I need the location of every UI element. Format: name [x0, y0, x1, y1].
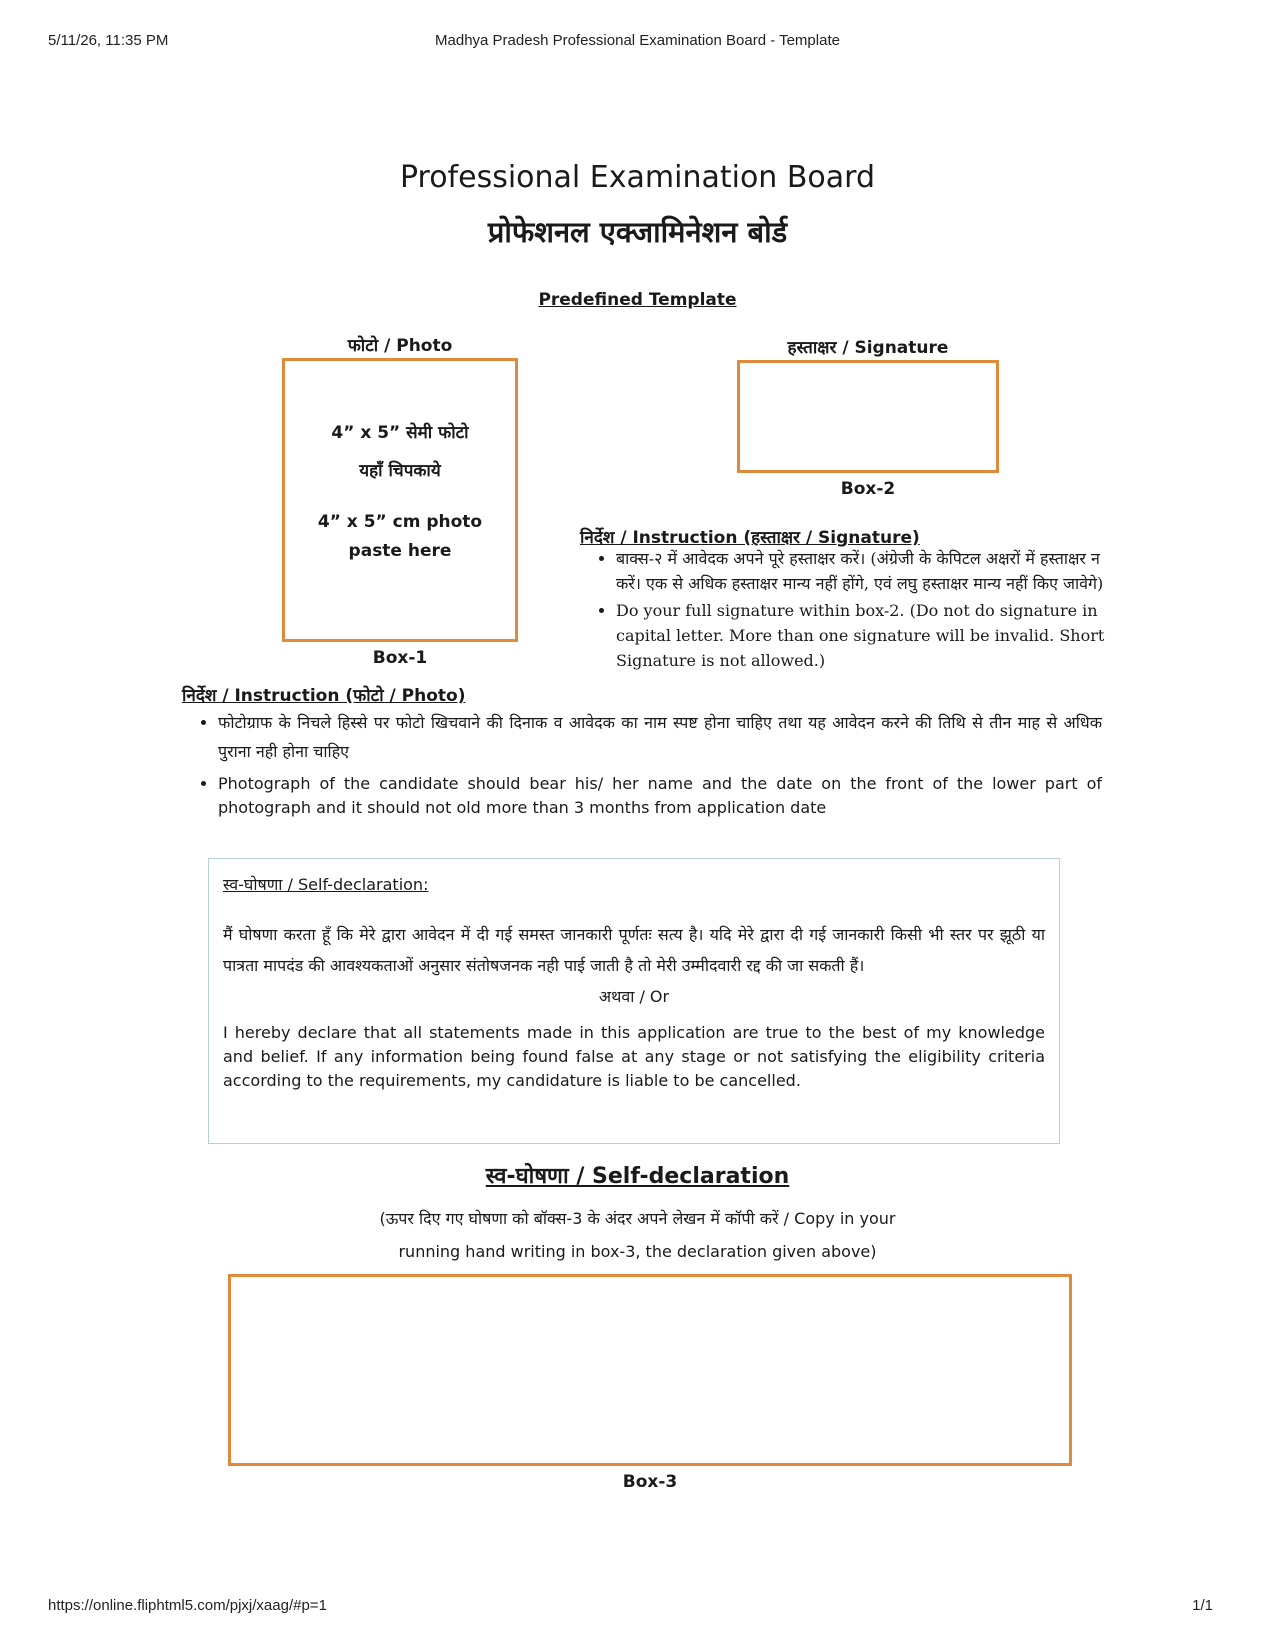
photo-text-english-1: 4” x 5” cm photo: [317, 512, 483, 532]
title-hindi: प्रोफेशनल एक्जामिनेशन बोर्ड: [487, 215, 788, 249]
photo-label: फोटो / Photo: [347, 336, 453, 356]
signature-instruction-english: • Do your full signature within box-2. (Do not do signature in capital letter. More than one signature will be invalid. Short Signature is not allowed.): [616, 598, 1128, 673]
declaration-writing-box[interactable]: [228, 1274, 1072, 1466]
declaration-hindi: मैं घोषणा करता हूँ कि मेरे द्वारा आवेदन में दी गई समस्त जानकारी पूर्णतः सत्य है। यदि मेरे द्वारा दी गई जानकारी किसी भी स्तर पर झूठी या पात्रता मापदंड की आवश्यकताओं अनुसार संतोषजनक नही पाई जाती है तो मेरी उम्मीदवारी रद्द की जा सकती हैं।: [223, 925, 1045, 975]
signature-label: हस्ताक्षर / Signature: [787, 338, 949, 358]
copy-instruction-line-2: running hand writing in box-3, the declaration given above): [398, 1242, 877, 1261]
box3-label: Box-3: [622, 1472, 678, 1492]
print-page-title: Madhya Pradesh Professional Examination Board - Template: [435, 32, 840, 49]
photo-text-hindi-2: यहाँ चिपकाये: [359, 461, 441, 481]
photo-instruction-heading: निर्देश / Instruction (फोटो / Photo): [182, 686, 466, 706]
photo-text-english-2: paste here: [348, 541, 452, 561]
photo-instruction-hindi: • फोटोग्राफ के निचले हिस्से पर फोटो खिचवाने की दिनाक व आवेदक का नाम स्पष्ट होना चाहिए तथा यह आवेदन करने की तिथि से तीन माह से अधिक पुराना नही होना चाहिए: [218, 708, 1102, 766]
copy-instruction: [0, 1202, 1275, 1268]
copy-instruction-line-1: (ऊपर दिए गए घोषणा को बॉक्स-3 के अंदर अपने लेखन में कॉपी करें / Copy in your: [379, 1209, 896, 1228]
predefined-template-heading: Predefined Template: [538, 290, 737, 310]
photo-text-hindi-1: 4” x 5” सेमी फोटो: [331, 423, 469, 443]
signature-instruction-hindi: • बाक्स-२ में आवेदक अपने पूरे हस्ताक्षर करें। (अंग्रेजी के केपिटल अक्षरों में हस्ताक्षर न करें। एक से अधिक हस्ताक्षर मान्य नहीं होंगे, एवं लघु हस्ताक्षर मान्य नहीं किए जावेगे): [616, 546, 1128, 596]
photo-box[interactable]: [282, 358, 518, 642]
self-declaration-title: स्व-घोषणा / Self-declaration: [485, 1164, 790, 1189]
photo-instruction-english: • Photograph of the candidate should bear his/ her name and the date on the front of the lower part of photograph and it should not old more than 3 months from application date: [218, 772, 1102, 820]
photo-instruction-list: [182, 708, 1102, 822]
print-page-count: 1/1: [1192, 1597, 1213, 1614]
declaration-english: I hereby declare that all statements made in this application are true to the best of my knowledge and belief. If any information being found false at any stage or not satisfying the eligibility criteria according to the requirements, my candidature is liable to be cancelled.: [223, 1023, 1045, 1090]
signature-instruction-list: [580, 546, 1128, 675]
declaration-heading: स्व-घोषणा / Self-declaration:: [223, 875, 429, 894]
box2-label: Box-2: [840, 479, 896, 499]
signature-instruction-heading: निर्देश / Instruction (हस्ताक्षर / Signature): [580, 528, 920, 548]
signature-box[interactable]: [737, 360, 999, 473]
declaration-box: [208, 858, 1060, 1144]
declaration-or: अथवा / Or: [598, 987, 670, 1006]
print-url[interactable]: https://online.fliphtml5.com/pjxj/xaag/#p=1: [48, 1597, 327, 1614]
print-datetime: 5/11/26, 11:35 PM: [48, 32, 169, 49]
box1-label: Box-1: [372, 648, 428, 668]
title-english: Professional Examination Board: [399, 160, 876, 195]
